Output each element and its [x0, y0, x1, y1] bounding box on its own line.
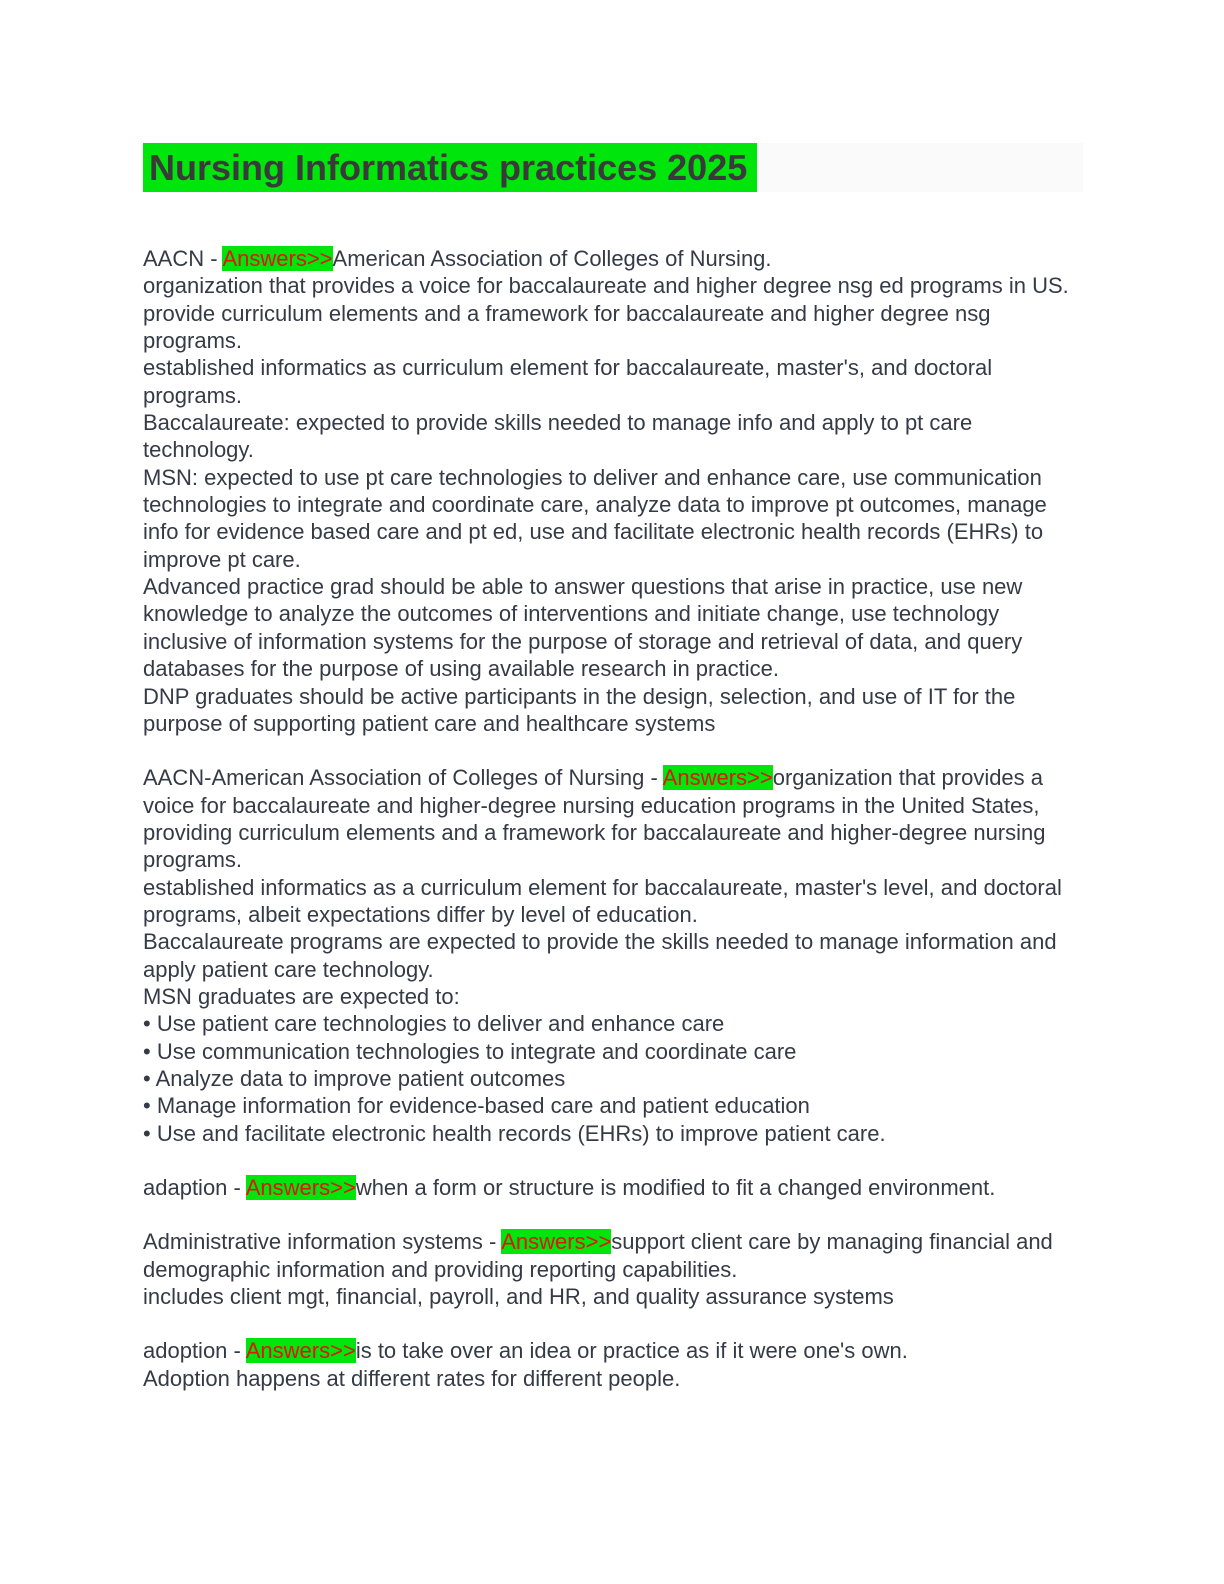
- answer-line-text: MSN: expected to use pt care technologies to deliver and enhance care, use communication technologies to integrate and coordinate care, analyze data to improve pt outcomes, manage info for evidence based care and pt ed, use and facilitate electronic health records (EHRs) to improve pt care.: [143, 464, 1047, 572]
- entries-container: [143, 245, 1083, 1392]
- answer-line-text: provide curriculum elements and a framework for baccalaureate and higher degree nsg programs.: [143, 300, 991, 354]
- term-text: AACN -: [143, 246, 223, 271]
- title-row: [143, 143, 1083, 192]
- qa-entry: [143, 764, 1083, 1147]
- qa-entry: [143, 1174, 1083, 1201]
- term-text: adaption -: [143, 1175, 246, 1200]
- answer-line-text: DNP graduates should be active participants in the design, selection, and use of IT for the purpose of supporting patient care and healthcare systems: [143, 683, 1016, 736]
- answer-line-text: Baccalaureate programs are expected to provide the skills needed to manage information and apply patient care technology.: [143, 929, 1057, 982]
- answer-line-text: MSN graduates are expected to:: [143, 983, 460, 1009]
- answer-marker: Answers>>: [222, 246, 333, 271]
- answer-line-text: established informatics as curriculum element for baccalaureate, master's, and doctoral programs.: [143, 355, 993, 408]
- answer-marker: Answers>>: [245, 1175, 356, 1200]
- answer-line-text: • Analyze data to improve patient outcomes: [143, 1065, 566, 1091]
- answer-line-text: includes client mgt, financial, payroll, and HR, and quality assurance systems: [143, 1284, 894, 1310]
- answer-lead-text: American Association of Colleges of Nursing.: [332, 246, 772, 271]
- qa-entry: [143, 245, 1083, 737]
- term-text: adoption -: [143, 1338, 246, 1364]
- answer-marker: Answers>>: [662, 765, 773, 791]
- term-text: AACN-American Association of Colleges of Nursing -: [143, 765, 663, 791]
- answer-line-text: Advanced practice grad should be able to answer questions that arise in practice, use new knowledge to analyze the outcomes of interventions and initiate change, use technology inclusive of information systems for the purpose of storage and retrieval of data, and query databases for the purpose of using available research in practice.: [143, 574, 1023, 682]
- title-filler-bar: [757, 143, 1083, 192]
- answer-line-text: • Use and facilitate electronic health records (EHRs) to improve patient care.: [143, 1120, 886, 1146]
- term-text: Administrative information systems -: [143, 1229, 502, 1255]
- answer-line-text: Adoption happens at different rates for different people.: [143, 1365, 681, 1391]
- qa-entry: [143, 1228, 1083, 1310]
- qa-entry: [143, 1337, 1083, 1392]
- answer-lead-text: support client care by managing financial and demographic information and providing reporting capabilities.: [143, 1229, 1053, 1282]
- answer-marker: Answers>>: [501, 1229, 612, 1255]
- answer-line-text: • Use communication technologies to integrate and coordinate care: [143, 1038, 797, 1064]
- answer-line-text: organization that provides a voice for baccalaureate and higher degree nsg ed programs in US.: [143, 273, 1069, 299]
- answer-line-text: • Manage information for evidence-based care and patient education: [143, 1093, 810, 1119]
- answer-lead-text: when a form or structure is modified to fit a changed environment.: [355, 1175, 996, 1200]
- answer-lead-text: is to take over an idea or practice as if it were one's own.: [355, 1338, 908, 1364]
- answer-lead-text: organization that provides a voice for baccalaureate and higher-degree nursing education programs in the United States, providing curriculum elements and a framework for baccalaureate and higher-degree nursing programs.: [143, 765, 1046, 873]
- answer-line-text: Baccalaureate: expected to provide skills needed to manage info and apply to pt care technology.: [143, 410, 973, 463]
- page-title: Nursing Informatics practices 2025: [143, 143, 757, 192]
- answer-line-text: established informatics as a curriculum element for baccalaureate, master's level, and doctoral programs, albeit expectations differ by level of education.: [143, 874, 1062, 927]
- answer-marker: Answers>>: [245, 1338, 356, 1364]
- answer-line-text: • Use patient care technologies to deliver and enhance care: [143, 1011, 725, 1037]
